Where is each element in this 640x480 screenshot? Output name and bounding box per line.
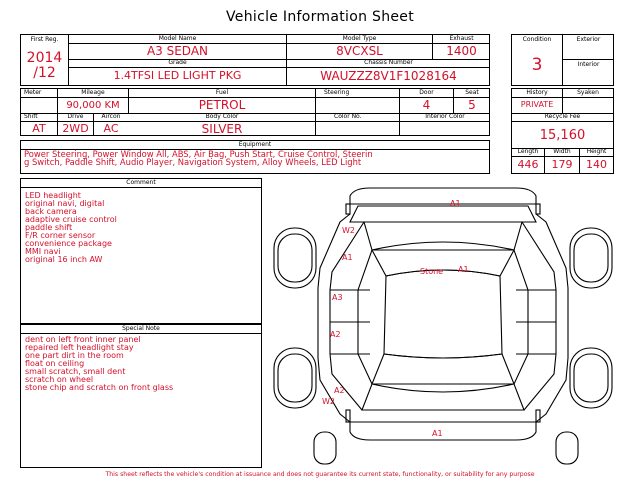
hood bbox=[350, 206, 536, 222]
chassis-label: Chassis Number bbox=[364, 59, 413, 66]
grade-value: 1.4TFSI LED LIGHT PKG bbox=[113, 69, 242, 82]
right-window bbox=[514, 250, 528, 384]
history-value: PRIVATE bbox=[520, 100, 554, 109]
history-block bbox=[511, 88, 614, 174]
trunk bbox=[362, 384, 524, 410]
comment-label: Comment bbox=[126, 179, 156, 186]
special-note-line: small scratch, small dent bbox=[25, 367, 126, 376]
interior-label: Interior bbox=[577, 61, 600, 68]
comment-line: F/R corner sensor bbox=[25, 231, 96, 240]
condition-block bbox=[511, 34, 614, 86]
exhaust-label: Exhaust bbox=[449, 35, 474, 42]
special-note-line: float on ceiling bbox=[25, 359, 85, 368]
body-color-label: Body Color bbox=[205, 113, 239, 120]
model-type-label: Model Type bbox=[342, 35, 377, 42]
damage-left-rear-fender: W2 bbox=[322, 397, 335, 406]
aircon-label: Aircon bbox=[101, 113, 121, 120]
special-note-line: repaired left headlight stay bbox=[25, 343, 134, 352]
damage-roof-stone: Stone bbox=[420, 267, 444, 276]
fuel-value: PETROL bbox=[198, 98, 246, 112]
drive-label: Drive bbox=[67, 113, 84, 120]
left-window bbox=[358, 250, 372, 384]
door-value: 4 bbox=[422, 98, 431, 112]
comment-line: convenience package bbox=[25, 239, 112, 248]
comment-line: original navi, digital bbox=[25, 199, 105, 208]
first-reg-cell bbox=[20, 34, 69, 86]
fuel-label: Fuel bbox=[215, 89, 229, 96]
wheel-front-left bbox=[274, 228, 316, 288]
length-value: 446 bbox=[517, 158, 539, 171]
spare-wheel-left bbox=[314, 432, 336, 464]
exhaust-value: 1400 bbox=[446, 44, 477, 58]
front-grille bbox=[536, 204, 540, 214]
mileage-value: 90,000 KM bbox=[66, 100, 120, 111]
grade-label: Grade bbox=[168, 59, 187, 66]
wheel-rear-right-rim bbox=[574, 354, 608, 402]
seat-label: Seat bbox=[465, 89, 479, 96]
divider bbox=[512, 121, 613, 122]
door-label: Door bbox=[419, 89, 434, 96]
equipment-line-2: g Switch, Paddle Shift, Audio Player, Navigation System, Alloy Wheels, LED Light bbox=[24, 157, 362, 167]
front-grille bbox=[346, 204, 350, 214]
comment-line: back camera bbox=[25, 207, 77, 216]
comment-block bbox=[20, 178, 262, 324]
special-note-block bbox=[20, 324, 262, 468]
damage-left-rear-door: A3 bbox=[332, 293, 343, 302]
model-grade-block bbox=[68, 34, 490, 86]
drive-value: 2WD bbox=[62, 122, 89, 135]
wheel-rear-right bbox=[570, 348, 612, 408]
comment-line: MMI navi bbox=[25, 247, 61, 256]
rear-bumper bbox=[350, 422, 536, 440]
recycle-label: Recycle Fee bbox=[544, 113, 581, 120]
syaken-label: Syaken bbox=[577, 89, 599, 96]
exterior-label: Exterior bbox=[576, 36, 601, 43]
seat-value: 5 bbox=[468, 98, 476, 112]
damage-left-front-fender: W2 bbox=[342, 226, 355, 235]
model-type-value: 8VCXSL bbox=[336, 44, 383, 58]
left-inner-body bbox=[330, 222, 364, 410]
mileage-label: Mileage bbox=[81, 89, 105, 96]
damage-left-front-door: A1 bbox=[342, 253, 353, 262]
special-note-label: Special Note bbox=[122, 325, 160, 332]
history-label: History bbox=[526, 89, 548, 96]
front-bumper bbox=[350, 188, 536, 204]
roof bbox=[384, 270, 502, 358]
meter-label: Meter bbox=[24, 89, 42, 96]
sheet-title: Vehicle Information Sheet bbox=[226, 9, 414, 25]
damage-rear-bumper: A1 bbox=[432, 429, 443, 438]
equipment-label: Equipment bbox=[238, 141, 272, 148]
condition-label: Condition bbox=[522, 36, 552, 43]
rear-window bbox=[372, 354, 514, 392]
body-color-value: SILVER bbox=[201, 122, 243, 136]
special-note-line: dent on left front inner panel bbox=[25, 335, 141, 344]
wheel-front-right bbox=[570, 228, 612, 288]
wheel-front-right-rim bbox=[574, 234, 608, 282]
special-note-line: stone chip and scratch on front glass bbox=[25, 383, 174, 392]
width-label: Width bbox=[553, 148, 571, 155]
equipment-block bbox=[20, 140, 490, 174]
spare-wheel-right bbox=[556, 432, 578, 464]
spec-block bbox=[20, 88, 490, 136]
divider bbox=[21, 187, 261, 188]
divider bbox=[512, 156, 613, 157]
length-label: Length bbox=[517, 148, 539, 155]
comment-line: LED headlight bbox=[25, 191, 81, 200]
damage-left-rear-lower: A2 bbox=[334, 386, 345, 395]
special-note-line: one part dirt in the room bbox=[25, 351, 124, 360]
damage-left-quarter: A2 bbox=[330, 330, 341, 339]
comment-line: original 16 inch AW bbox=[25, 255, 103, 264]
damage-front-bumper: A1 bbox=[450, 199, 461, 208]
divider bbox=[69, 67, 489, 68]
chassis-value: WAUZZZ8V1F1028164 bbox=[320, 69, 457, 83]
comment-line: paddle shift bbox=[25, 223, 73, 232]
recycle-value: 15,160 bbox=[539, 128, 586, 143]
wheel-rear-left-rim bbox=[278, 354, 312, 402]
right-inner-body bbox=[522, 222, 556, 410]
height-value: 140 bbox=[586, 158, 607, 171]
color-no-label: Color No. bbox=[334, 113, 362, 120]
shift-value: AT bbox=[32, 122, 46, 135]
damage-marks bbox=[322, 199, 469, 438]
steering-label: Steering bbox=[324, 89, 350, 96]
first-reg-year: 2014 bbox=[26, 50, 63, 66]
car-damage-diagram bbox=[270, 178, 620, 468]
damage-roof: A1 bbox=[458, 265, 469, 274]
shift-label: Shift bbox=[24, 113, 38, 120]
special-note-line: scratch on wheel bbox=[25, 375, 94, 384]
right-body bbox=[536, 214, 568, 422]
hood-line bbox=[364, 222, 522, 250]
wheel-front-left-rim bbox=[278, 234, 312, 282]
model-name-value: A3 SEDAN bbox=[146, 44, 209, 58]
height-label: Height bbox=[586, 148, 607, 155]
first-reg-month: /12 bbox=[33, 65, 56, 81]
disclaimer: This sheet reflects the vehicle's condition at issuance and does not guarantee its current state, functionality, or suitability for any purpose bbox=[105, 471, 535, 478]
divider bbox=[562, 59, 614, 60]
aircon-value: AC bbox=[103, 122, 119, 135]
equipment-line-1: Power Steering, Power Window All, ABS, Air Bag, Push Start, Cruise Control, Steerin bbox=[24, 149, 373, 159]
comment-line: adaptive cruise control bbox=[25, 215, 117, 224]
interior-color-label: Interior Color bbox=[425, 113, 465, 120]
model-name-label: Model Name bbox=[158, 35, 197, 42]
divider bbox=[21, 333, 261, 334]
condition-value: 3 bbox=[531, 55, 543, 75]
car-outline bbox=[274, 188, 612, 464]
width-value: 179 bbox=[551, 158, 573, 171]
first-reg-label: First Reg. bbox=[30, 36, 59, 43]
wheel-rear-left bbox=[274, 348, 316, 408]
